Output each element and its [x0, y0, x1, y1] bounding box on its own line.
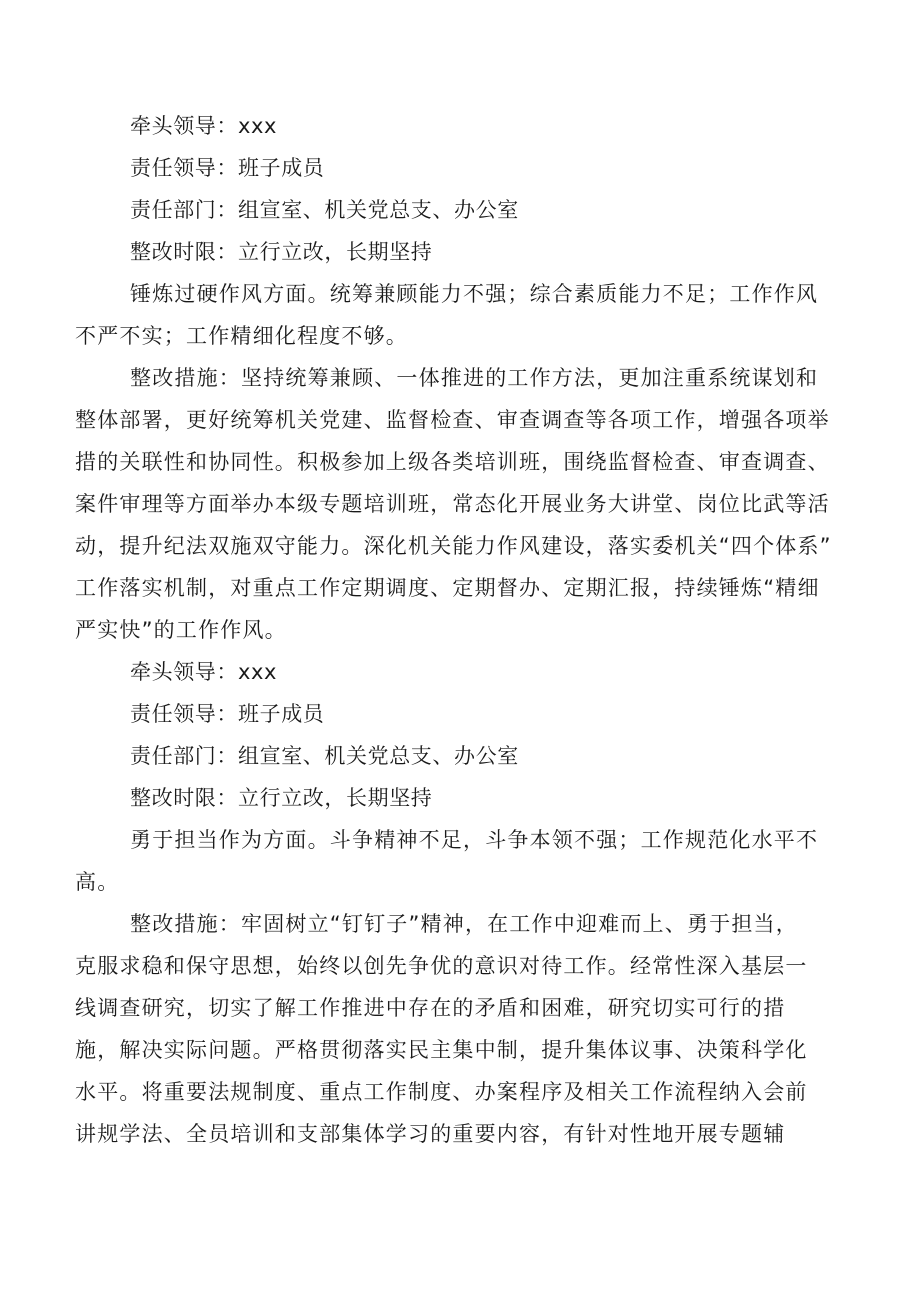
- deadline-line: 整改时限：立行立改，长期坚持: [130, 240, 433, 264]
- paragraph-line: 措的关联性和协同性。积极参加上级各类培训班，围绕监督检查、审查调查、: [75, 450, 830, 474]
- paragraph-line: 整改措施：牢固树立“钉钉子”精神，在工作中迎难而上、勇于担当，: [130, 912, 798, 936]
- measures-paragraph: [75, 910, 865, 1162]
- responsible-leader-line: 责任领导：班子成员: [130, 156, 325, 180]
- paragraph-line: 水平。将重要法规制度、重点工作制度、办案程序及相关工作流程纳入会前: [75, 1080, 808, 1104]
- paragraph-line: 严实快”的工作作风。: [75, 618, 287, 642]
- lead-leader-line: 牵头领导：xxx: [130, 114, 278, 138]
- paragraph-line: 不严不实；工作精细化程度不够。: [75, 324, 408, 348]
- responsible-dept-line: 责任部门：组宣室、机关党总支、办公室: [130, 744, 519, 768]
- responsible-dept-line: 责任部门：组宣室、机关党总支、办公室: [130, 198, 519, 222]
- paragraph-line: 讲规学法、全员培训和支部集体学习的重要内容，有针对性地开展专题辅: [75, 1122, 786, 1146]
- lead-leader-line: 牵头领导：xxx: [130, 660, 278, 684]
- paragraph-line: 动，提升纪法双施双守能力。深化机关能力作风建设，落实委机关“四个体系”: [75, 534, 832, 558]
- issue-paragraph: [75, 280, 865, 364]
- paragraph-line: 工作落实机制，对重点工作定期调度、定期督办、定期汇报，持续锤炼“精细: [75, 576, 820, 600]
- paragraph-line: 整体部署，更好统筹机关党建、监督检查、审查调查等各项工作，增强各项举: [75, 408, 830, 432]
- document-body: [75, 112, 865, 1162]
- deadline-line: 整改时限：立行立改，长期坚持: [130, 786, 433, 810]
- measures-paragraph: [75, 364, 865, 658]
- paragraph-line: 整改措施：坚持统筹兼顾、一体推进的工作方法，更加注重系统谋划和: [130, 366, 819, 390]
- paragraph-line: 施，解决实际问题。严格贯彻落实民主集中制，提升集体议事、决策科学化: [75, 1038, 808, 1062]
- issue-paragraph: [75, 826, 865, 910]
- paragraph-line: 线调查研究，切实了解工作推进中存在的矛盾和困难，研究切实可行的措: [75, 996, 786, 1020]
- paragraph-line: 克服求稳和保守思想，始终以创先争优的意识对待工作。经常性深入基层一: [75, 954, 808, 978]
- responsible-leader-line: 责任领导：班子成员: [130, 702, 325, 726]
- paragraph-line: 高。: [75, 870, 120, 894]
- paragraph-line: 勇于担当作为方面。斗争精神不足，斗争本领不强；工作规范化水平不: [130, 828, 819, 852]
- paragraph-line: 案件审理等方面举办本级专题培训班，常态化开展业务大讲堂、岗位比武等活: [75, 492, 830, 516]
- paragraph-line: 锤炼过硬作风方面。统筹兼顾能力不强；综合素质能力不足；工作作风: [130, 282, 819, 306]
